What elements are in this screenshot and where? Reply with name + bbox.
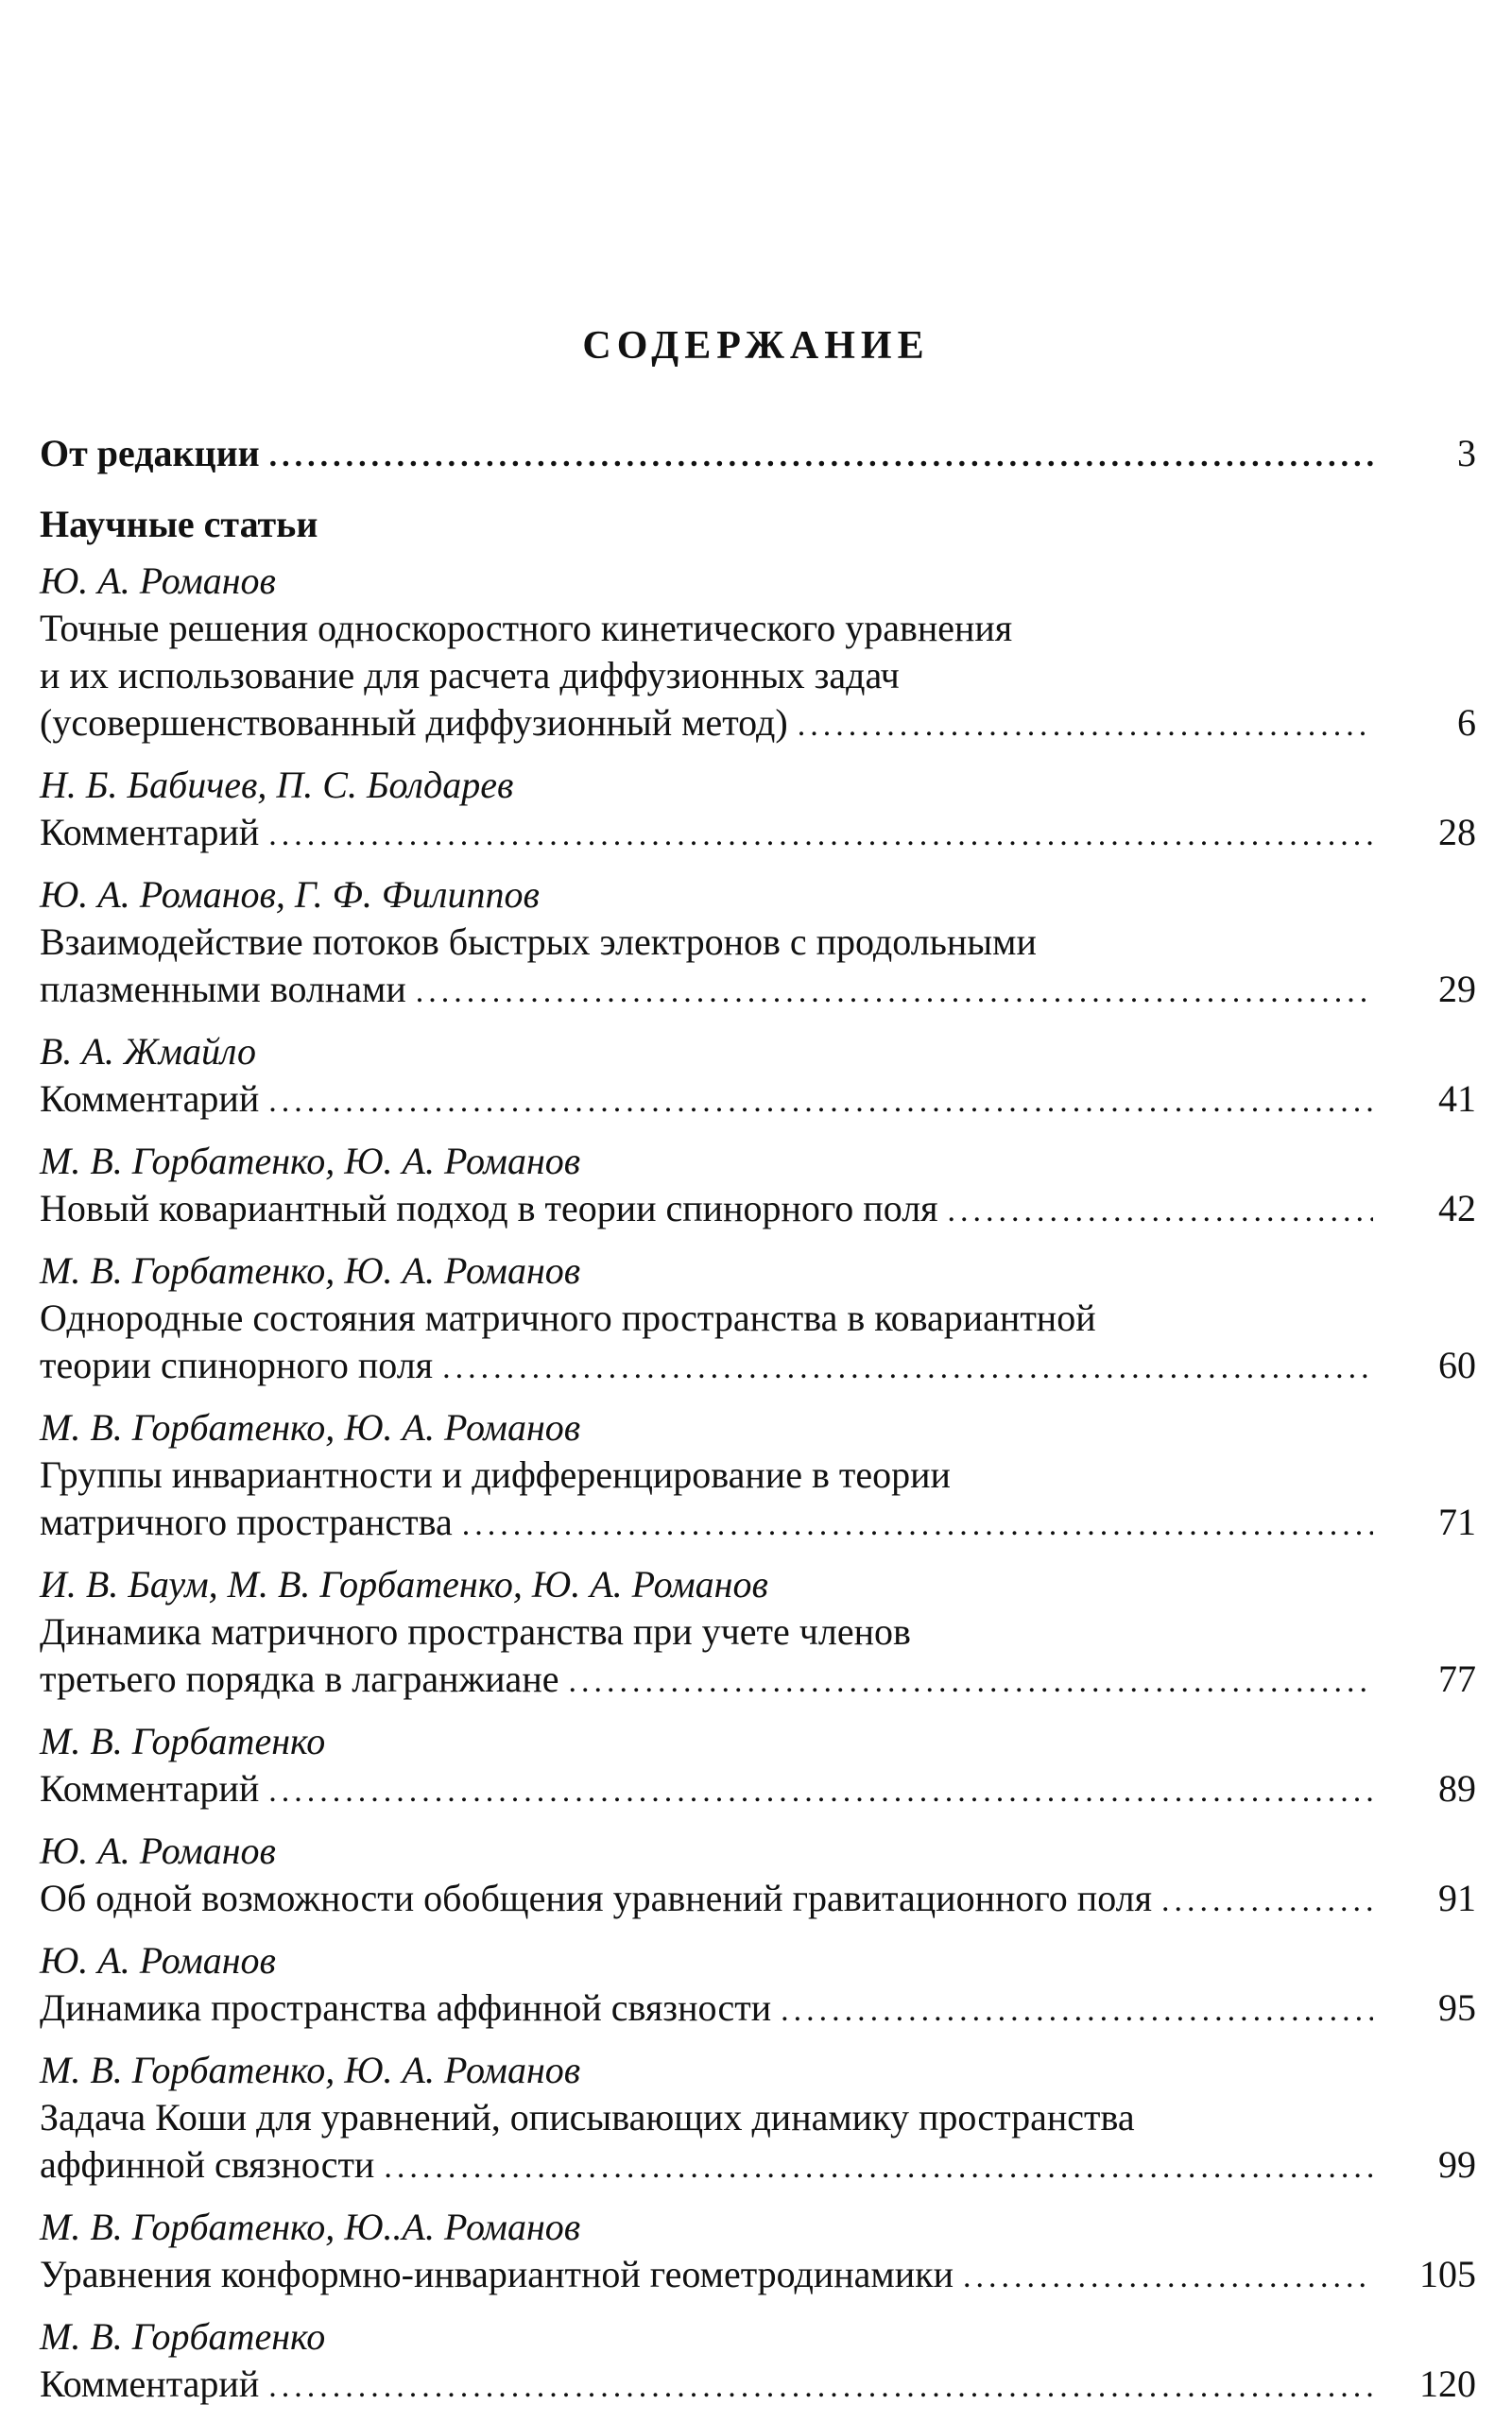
toc-page-number: 42	[1438, 1187, 1476, 1229]
leader-dots	[384, 2144, 1373, 2191]
toc-entry[interactable]	[40, 966, 1476, 1013]
toc-entry-title: (усовершенствованный диффузионный метод)	[40, 701, 788, 744]
toc-page-number: 3	[1457, 432, 1476, 474]
toc-page-number: 29	[1438, 968, 1476, 1010]
toc-entry-title-line[interactable]	[40, 1295, 1476, 1342]
toc-page-number: 28	[1438, 811, 1476, 853]
toc-entry-title: Точные решения односкоростного кинетического уравнения	[40, 607, 1013, 649]
toc-page-number: 41	[1438, 1077, 1476, 1120]
leader-dots	[268, 812, 1373, 859]
leader-dots	[568, 1658, 1373, 1706]
toc-entry[interactable]	[40, 699, 1476, 747]
toc-entry-editorial[interactable]	[40, 430, 1476, 477]
toc-entry-title: плазменными волнами	[40, 968, 406, 1010]
toc-entry-authors: М. В. Горбатенко, Ю..А. Романов	[40, 2206, 581, 2248]
toc-entry-authors: М. В. Горбатенко	[40, 1720, 326, 1762]
toc-entry-title: Новый ковариантный подход в теории спинорного поля	[40, 1187, 938, 1229]
toc-entry[interactable]	[40, 2251, 1476, 2298]
toc-entry-authors: Ю. А. Романов, Г. Ф. Филиппов	[40, 873, 540, 916]
toc-entry[interactable]	[40, 1984, 1476, 2032]
toc-entry-authors: В. А. Жмайло	[40, 1030, 256, 1073]
toc-page-number: 99	[1438, 2143, 1476, 2186]
toc-entry-title: Взаимодействие потоков быстрых электронов с продольными	[40, 920, 1037, 963]
toc-page-number: 71	[1438, 1501, 1476, 1543]
toc-entry[interactable]	[40, 1875, 1476, 1922]
toc-entry-authors: М. В. Горбатенко, Ю. А. Романов	[40, 2049, 581, 2091]
toc-entry[interactable]	[40, 1765, 1476, 1812]
toc-entry[interactable]	[40, 1656, 1476, 1703]
leader-dots	[268, 1078, 1373, 1125]
leader-dots	[442, 1345, 1373, 1392]
toc-entry-title: Однородные состояния матричного пространства в ковариантной	[40, 1297, 1096, 1339]
toc-page-number: 105	[1419, 2253, 1476, 2295]
toc-entry-title: теории спинорного поля	[40, 1344, 434, 1386]
toc-entry-authors: Ю. А. Романов	[40, 559, 276, 602]
toc-entry-title-line[interactable]	[40, 1608, 1476, 1656]
toc-entry[interactable]	[40, 1075, 1476, 1123]
toc-entry-title: От редакции	[40, 432, 260, 474]
toc-entry-title: аффинной связности	[40, 2143, 375, 2186]
toc-entry-title: третьего порядка в лагранжиане	[40, 1658, 559, 1700]
toc-entry[interactable]	[40, 1185, 1476, 1232]
toc-heading: СОДЕРЖАНИЕ	[582, 324, 930, 368]
leader-dots	[798, 702, 1373, 749]
toc-entry-title: Динамика пространства аффинной связности	[40, 1986, 772, 2029]
toc-entry-title: матричного пространства	[40, 1501, 453, 1543]
toc-entry-title: Комментарий	[40, 811, 260, 853]
toc-entry-title: Комментарий	[40, 2362, 260, 2405]
toc-entry-title: Комментарий	[40, 1767, 260, 1810]
toc-entry-title: Комментарий	[40, 1077, 260, 1120]
toc-entry[interactable]	[40, 2141, 1476, 2189]
leader-dots	[963, 2254, 1373, 2301]
leader-dots	[268, 2363, 1373, 2411]
toc-entry-title: Задача Коши для уравнений, описывающих динамику пространства	[40, 2096, 1135, 2139]
leader-dots	[948, 1188, 1373, 1235]
leader-dots	[1161, 1878, 1373, 1925]
toc-entry-authors: Ю. А. Романов	[40, 1939, 276, 1982]
leader-dots	[416, 969, 1373, 1016]
section-heading: Научные статьи	[40, 503, 318, 545]
toc-entry-authors: М. В. Горбатенко	[40, 2315, 326, 2358]
leader-dots	[269, 433, 1373, 480]
toc-entry[interactable]	[40, 1342, 1476, 1389]
toc-entry-title: и их использование для расчета диффузионных задач	[40, 654, 900, 696]
toc-entry-title-line[interactable]	[40, 605, 1476, 652]
toc-entry-title-line[interactable]	[40, 2094, 1476, 2141]
toc-entry-authors: И. В. Баум, М. В. Горбатенко, Ю. А. Романов	[40, 1563, 768, 1606]
toc-entry-authors: М. В. Горбатенко, Ю. А. Романов	[40, 1249, 581, 1292]
toc-entry-authors: М. В. Горбатенко, Ю. А. Романов	[40, 1406, 581, 1449]
leader-dots	[268, 1768, 1373, 1815]
leader-dots	[462, 1502, 1373, 1549]
toc-page-number: 6	[1457, 701, 1476, 744]
toc-entry-authors: Н. Б. Бабичев, П. С. Болдарев	[40, 764, 514, 806]
toc-entry[interactable]	[40, 1499, 1476, 1546]
toc-entry-title-line[interactable]	[40, 919, 1476, 966]
toc-entry-title: Динамика матричного пространства при учете членов	[40, 1610, 911, 1653]
toc-page-number: 77	[1438, 1658, 1476, 1700]
toc-entry-authors: М. В. Горбатенко, Ю. А. Романов	[40, 1140, 581, 1182]
toc-entry-title-line[interactable]	[40, 652, 1476, 699]
toc-entry[interactable]	[40, 809, 1476, 856]
leader-dots	[781, 1987, 1373, 2035]
toc-entry-title: Группы инвариантности и дифференцирование в теории	[40, 1453, 951, 1496]
toc-entry-title: Об одной возможности обобщения уравнений гравитационного поля	[40, 1877, 1153, 1919]
toc-entry[interactable]	[40, 2361, 1476, 2408]
toc-entry-title-line[interactable]	[40, 1451, 1476, 1499]
toc-page-number: 95	[1438, 1986, 1476, 2029]
toc-page-number: 60	[1438, 1344, 1476, 1386]
toc-entry-title: Уравнения конформно-инвариантной геометродинамики	[40, 2253, 954, 2295]
toc-page-number: 120	[1419, 2362, 1476, 2405]
toc-page-number: 89	[1438, 1767, 1476, 1810]
toc-entry-authors: Ю. А. Романов	[40, 1829, 276, 1872]
toc-page-number: 91	[1438, 1877, 1476, 1919]
